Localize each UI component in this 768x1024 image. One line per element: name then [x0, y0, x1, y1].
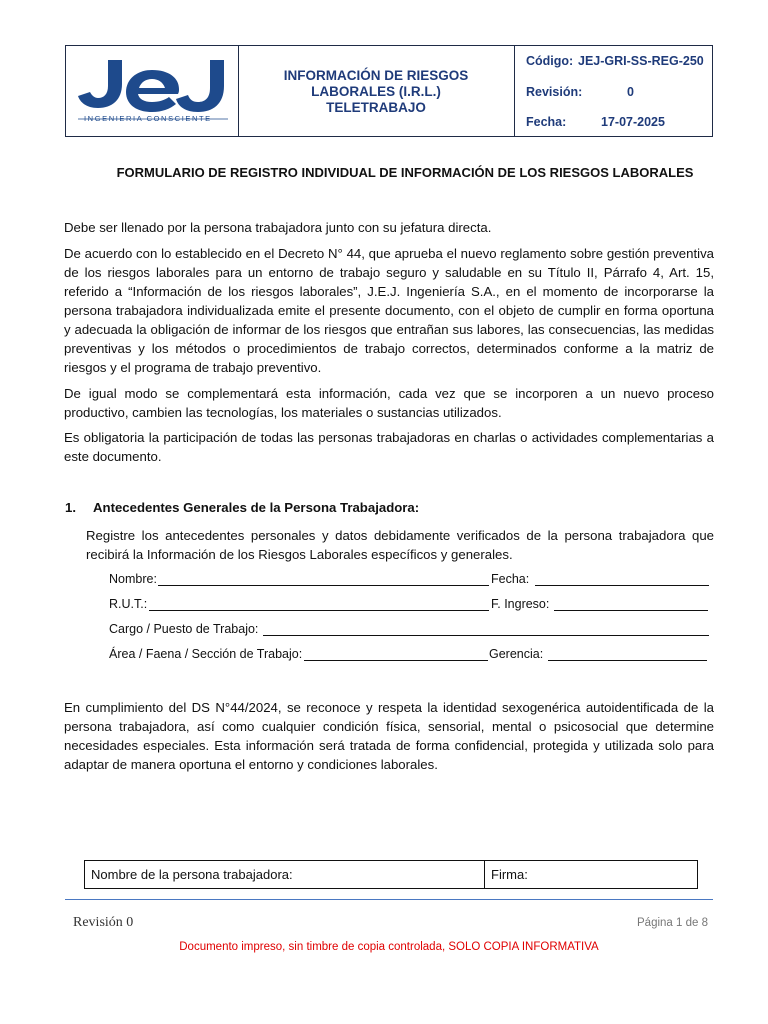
rut-field[interactable] [149, 610, 489, 611]
title-line: INFORMACIÓN DE RIESGOS [283, 68, 469, 83]
section-number: 1. [65, 500, 76, 515]
header-divider [514, 45, 515, 137]
intro-paragraph: Debe ser llenado por la persona trabajadora junto con su jefatura directa. [64, 220, 492, 235]
codigo-label: Código: [526, 54, 574, 68]
cargo-label: Cargo / Puesto de Trabajo: [109, 622, 259, 636]
area-field[interactable] [304, 660, 488, 661]
revision-value: 0 [627, 85, 634, 99]
signature-divider [484, 860, 485, 889]
section-instructions: Registre los antecedentes personales y datos debidamente verificados de la persona trabajadora que recibirá la Información de los Riesgos Laborales específicos y generales. [86, 528, 714, 562]
fecha-field[interactable] [535, 585, 709, 586]
rut-label: R.U.T.: [109, 597, 148, 611]
logo-tagline: INGENIERIA CONSCIENTE [84, 114, 212, 123]
section-title: Antecedentes Generales de la Persona Trabajadora [93, 500, 415, 515]
form-title: FORMULARIO DE REGISTRO INDIVIDUAL DE INFORMACIÓN DE LOS RIESGOS LABORALES [116, 165, 694, 180]
fecha-field-label: Fecha: [491, 572, 530, 586]
footer-divider [65, 899, 713, 900]
ingreso-label: F. Ingreso: [491, 597, 550, 611]
title-line: TELETRABAJO [326, 100, 426, 115]
footer-revision: Revisión 0 [73, 915, 134, 930]
gerencia-label: Gerencia: [489, 647, 544, 661]
worker-name-cell[interactable]: Nombre de la persona trabajadora: [91, 867, 293, 882]
company-logo [78, 56, 228, 128]
nombre-field[interactable] [158, 585, 489, 586]
nombre-label: Nombre: [109, 572, 157, 586]
area-label: Área / Faena / Sección de Trabajo: [109, 647, 303, 661]
fecha-label: Fecha: [526, 115, 567, 129]
page-number: Página 1 de 8 [637, 917, 708, 929]
intro-paragraph: Es obligatoria la participación de todas las personas trabajadoras en charlas o actividades complementarias a este documento. [64, 430, 714, 464]
signature-cell[interactable]: Firma: [491, 867, 528, 882]
gerencia-field[interactable] [548, 660, 707, 661]
section-heading [65, 500, 419, 515]
codigo-value: JEJ-GRI-SS-REG-250 [578, 54, 704, 68]
title-line: LABORALES (I.R.L.) [311, 84, 441, 99]
document-title [240, 68, 512, 116]
ds-note: En cumplimiento del DS N°44/2024, se reconoce y respeta la identidad sexogenérica autoidentificada de la persona trabajadora, así como cualquier condición física, sensorial, mental o psicosocial que determine necesidades especiales. Esta información será tratada de forma confidencial, protegida y utilizada solo para adaptar de manera oportuna el entorno y condiciones laborales. [64, 700, 714, 772]
copy-notice: Documento impreso, sin timbre de copia controlada, SOLO COPIA INFORMATIVA [179, 941, 599, 953]
cargo-field[interactable] [263, 635, 709, 636]
header-divider [238, 45, 239, 137]
ingreso-field[interactable] [554, 610, 708, 611]
intro-paragraph: De igual modo se complementará esta información, cada vez que se incorporen a un nuevo proceso productivo, cambien las tecnologías, los materiales o sustancias utilizados. [64, 386, 714, 420]
revision-label: Revisión: [526, 85, 583, 99]
section-colon: : [414, 500, 420, 515]
intro-paragraph: De acuerdo con lo establecido en el Decreto N° 44, que aprueba el nuevo reglamento sobre gestión preventiva de los riesgos laborales para un entorno de trabajo seguro y saludable en su Título II, Párrafo 4, Art. 15, referido a “Información de los riesgos laborales”, J.E.J. Ingeniería S.A., en el momento de incorporarse la persona trabajadora individualizada emite el presente documento, con el objeto de cumplir en forma oportuna y adecuada la obligación de informar de los riesgos que entrañan sus labores, las consecuencias, las medidas preventivas y los métodos o procedimientos de trabajo correctos, determinados conforme a la matriz de riesgos y el programa de trabajo preventivo. [64, 246, 714, 375]
fecha-value: 17-07-2025 [601, 115, 665, 129]
